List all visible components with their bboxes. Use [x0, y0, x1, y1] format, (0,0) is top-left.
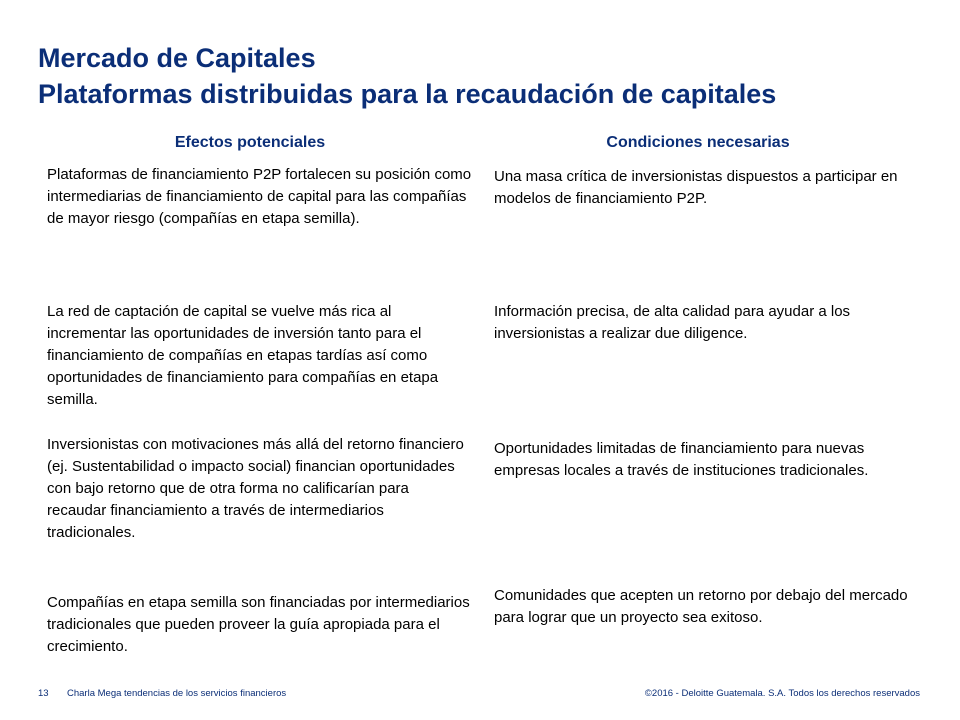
effect-item-3: Inversionistas con motivaciones más allá del retorno financiero (ej. Sustentabilidad o impacto social) financian oportunidades con bajo retorno que de otra forma no calificarían para recaudar financiamiento a través de intermediarios tradicionales.: [47, 436, 464, 541]
condition-item-2: Información precisa, de alta calidad para ayudar a los inversionistas a realizar due diligence.: [494, 303, 851, 342]
effect-item-1: Plataformas de financiamiento P2P fortalecen su posición como intermediarias de financiamiento de capital para las compañías de mayor riesgo (compañías en etapa semilla).: [47, 166, 472, 227]
page-number: 13: [38, 688, 49, 699]
slide-title: [38, 40, 938, 112]
slide-title-line-1: Mercado de Capitales: [38, 43, 316, 73]
slide-title-line-2: Plataformas distribuidas para la recaudación de capitales: [38, 79, 777, 109]
effect-item-4: Compañías en etapa semilla son financiadas por intermediarios tradicionales que pueden proveer la guía apropiada para el crecimiento.: [47, 594, 470, 655]
column-header-effects: Efectos potenciales: [174, 134, 326, 151]
footer-event-name: Charla Mega tendencias de los servicios financieros: [67, 688, 287, 699]
condition-item-4: Comunidades que acepten un retorno por debajo del mercado para lograr que un proyecto sea exitoso.: [494, 587, 908, 626]
effect-item-2: La red de captación de capital se vuelve más rica al incrementar las oportunidades de inversión tanto para el financiamiento de compañías en etapas tardías así como oportunidades de financiamiento para compañías en etapa semilla.: [47, 303, 439, 408]
condition-item-3: Oportunidades limitadas de financiamiento para nuevas empresas locales a través de instituciones tradicionales.: [494, 440, 869, 479]
footer-copyright: ©2016 - Deloitte Guatemala. S.A. Todos los derechos reservados: [644, 688, 920, 699]
condition-item-1: Una masa crítica de inversionistas dispuestos a participar en modelos de financiamiento P2P.: [494, 168, 898, 207]
column-header-conditions: Condiciones necesarias: [606, 134, 790, 151]
